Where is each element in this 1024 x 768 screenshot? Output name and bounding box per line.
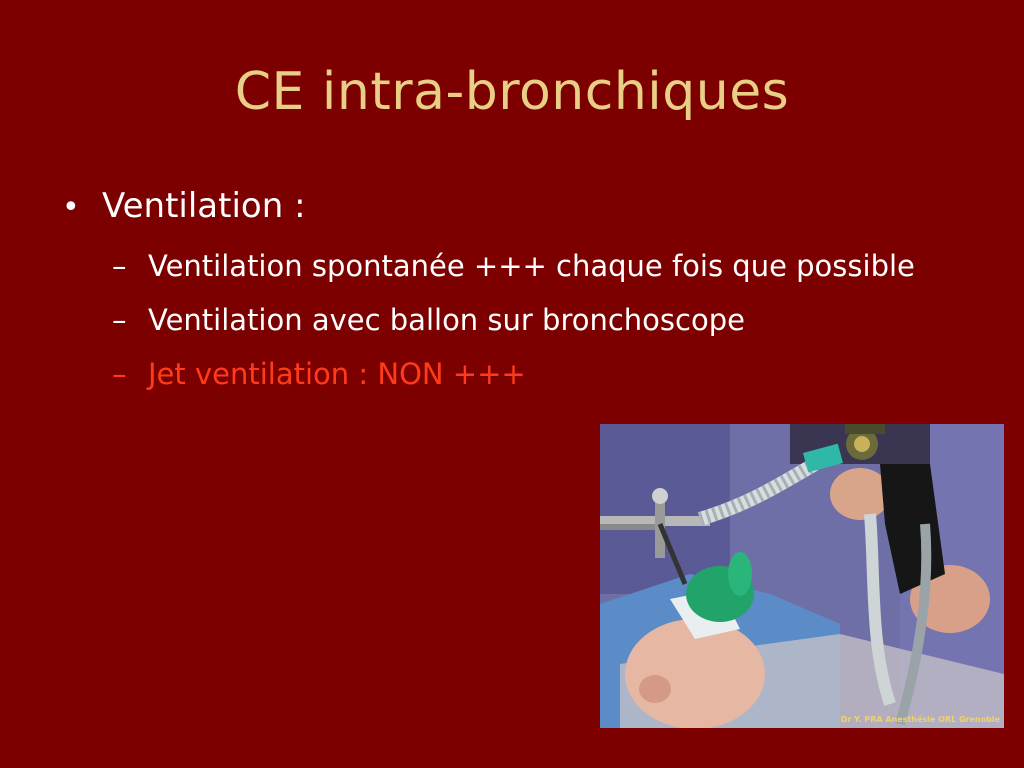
subitem-spontaneous [112,244,962,288]
subitem-text: Ventilation spontanée +++ chaque fois que possible [148,249,915,283]
dash-marker: – [112,303,127,337]
dash-marker: – [112,357,127,391]
dash-marker: – [112,249,127,283]
photo-credit: Dr Y. PRA Anesthésie ORL Grenoble [840,715,1000,724]
bullet-text: Ventilation : [102,186,306,226]
bullet-list [62,186,962,406]
photo-illustration [600,424,1004,728]
subitem-balloon [112,298,962,342]
subitem-text: Ventilation avec ballon sur bronchoscope [148,303,745,337]
bullet-item-ventilation [62,186,962,226]
subitem-jet-ventilation [112,352,962,396]
slide-title: CE intra-bronchiques [234,62,790,122]
bronchoscopy-photo [600,424,1004,728]
bullet-marker: • [62,190,80,225]
subitem-text: Jet ventilation : NON +++ [148,357,526,391]
